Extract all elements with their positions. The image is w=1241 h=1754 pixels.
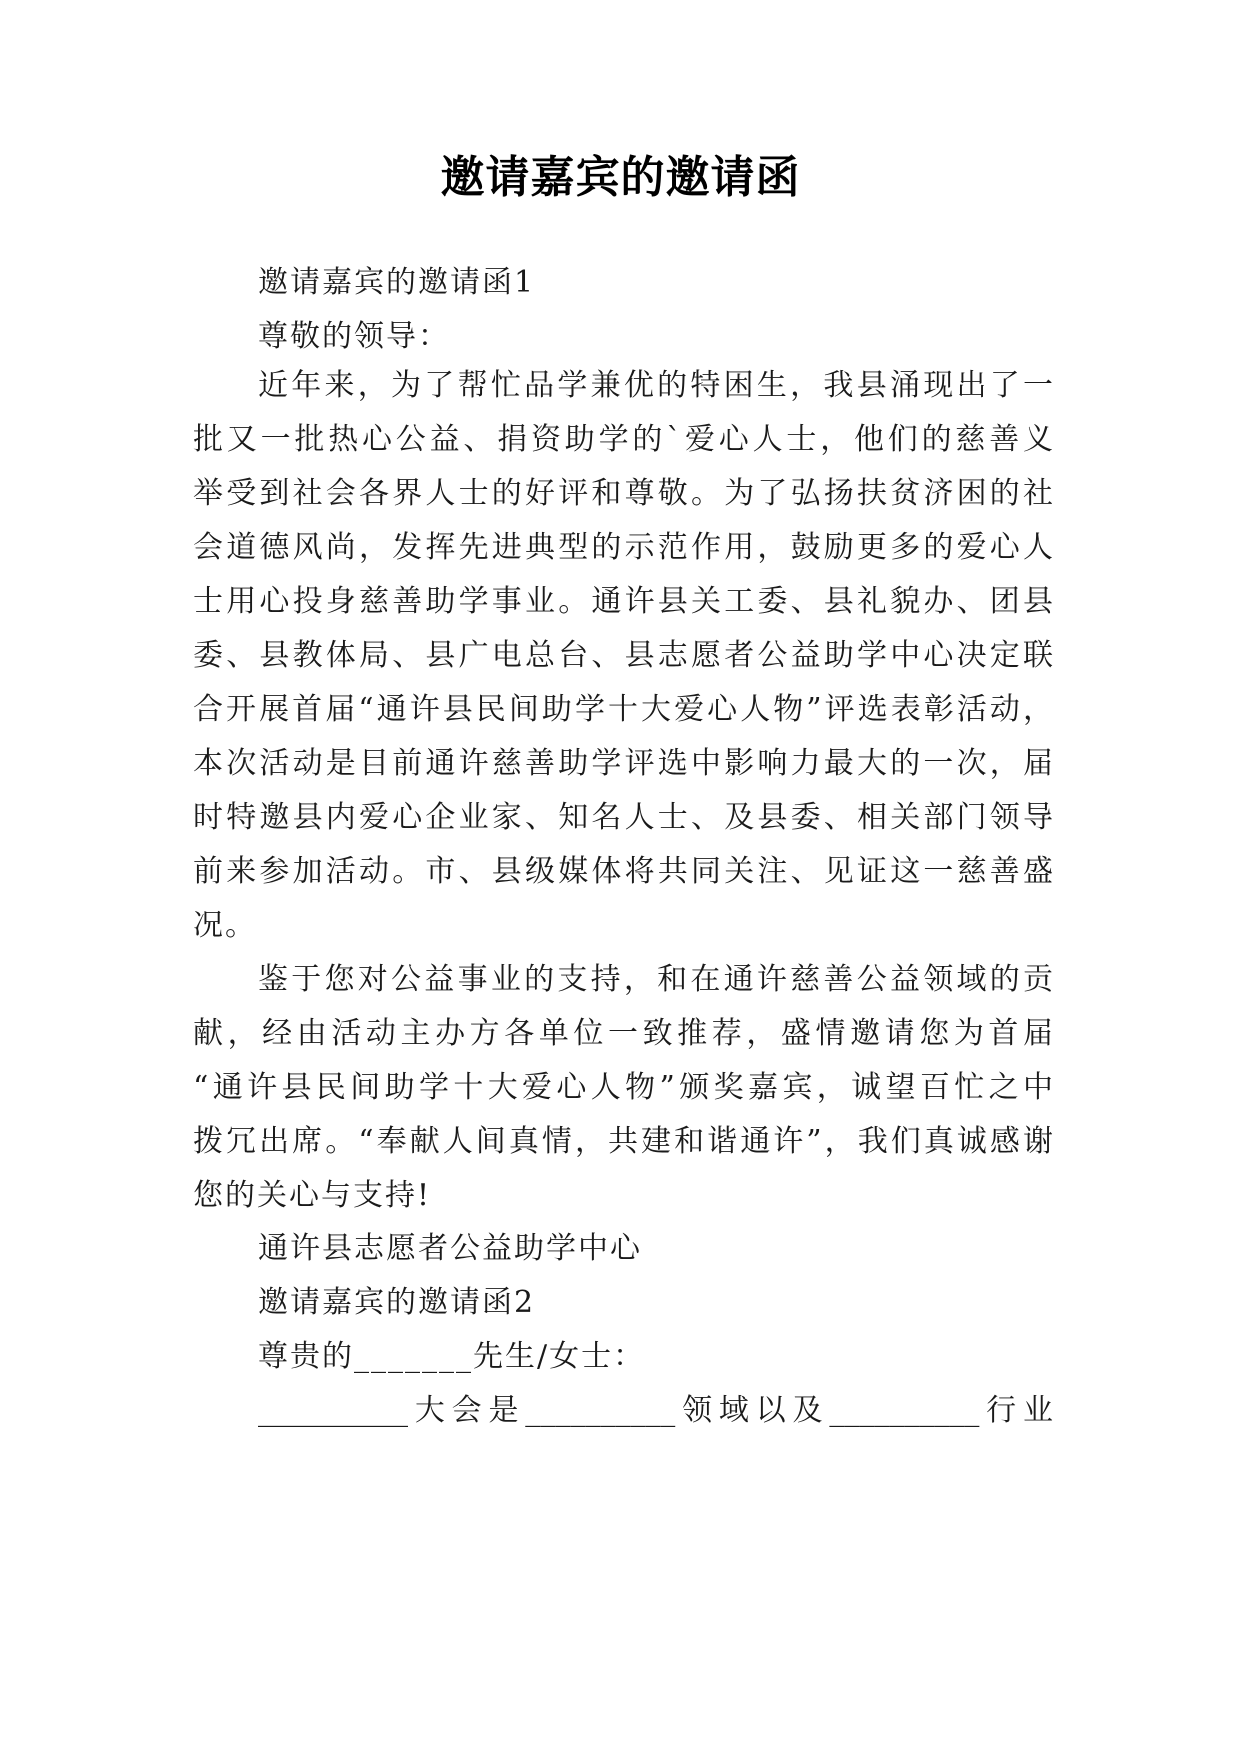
paragraph-line: 本次活动是目前通许慈善助学评选中影响力最大的一次，届	[193, 746, 1053, 781]
paragraph-line: 会道德风尚，发挥先进典型的示范作用，鼓励更多的爱心人	[193, 530, 1053, 565]
paragraph-line: 委、县教体局、县广电总台、县志愿者公益助学中心决定联	[193, 638, 1053, 673]
paragraph-line: 前来参加活动。市、县级媒体将共同关注、见证这一慈善盛	[193, 854, 1053, 889]
document-title: 邀请嘉宾的邀请函	[440, 152, 801, 203]
signature-organization: 通许县志愿者公益助学中心	[258, 1231, 642, 1266]
letter-1-salutation: 尊敬的领导：	[258, 319, 450, 354]
paragraph-line: 鉴于您对公益事业的支持，和在通许慈善公益领域的贡	[258, 962, 1053, 997]
paragraph-line: 您的关心与支持!	[193, 1178, 432, 1213]
paragraph-line: 献，经由活动主办方各单位一致推荐，盛情邀请您为首届	[193, 1016, 1053, 1051]
letter-2-salutation: 尊贵的_______先生/女士：	[258, 1339, 646, 1374]
paragraph-line: “通许县民间助学十大爱心人物”颁奖嘉宾，诚望百忙之中	[193, 1070, 1053, 1105]
paragraph-line: 举受到社会各界人士的好评和尊敬。为了弘扬扶贫济困的社	[193, 476, 1053, 511]
paragraph-line: 士用心投身慈善助学事业。通许县关工委、县礼貌办、团县	[193, 584, 1053, 619]
paragraph-line: 拨冗出席。“奉献人间真情，共建和谐通许”，我们真诚感谢	[193, 1124, 1053, 1159]
paragraph-line: 合开展首届“通许县民间助学十大爱心人物”评选表彰活动，	[193, 692, 1053, 727]
paragraph-line: 近年来，为了帮忙品学兼优的特困生，我县涌现出了一	[258, 368, 1053, 403]
paragraph-line: 批又一批热心公益、捐资助学的`爱心人士，他们的慈善义	[193, 422, 1053, 457]
paragraph-line: 况。	[193, 908, 257, 943]
paragraph-line: __________大会是__________领域以及__________行业	[258, 1393, 1053, 1428]
paragraph-line: 时特邀县内爱心企业家、知名人士、及县委、相关部门领导	[193, 800, 1053, 835]
letter-2-heading: 邀请嘉宾的邀请函2	[258, 1285, 536, 1320]
letter-1-heading: 邀请嘉宾的邀请函1	[258, 265, 536, 300]
